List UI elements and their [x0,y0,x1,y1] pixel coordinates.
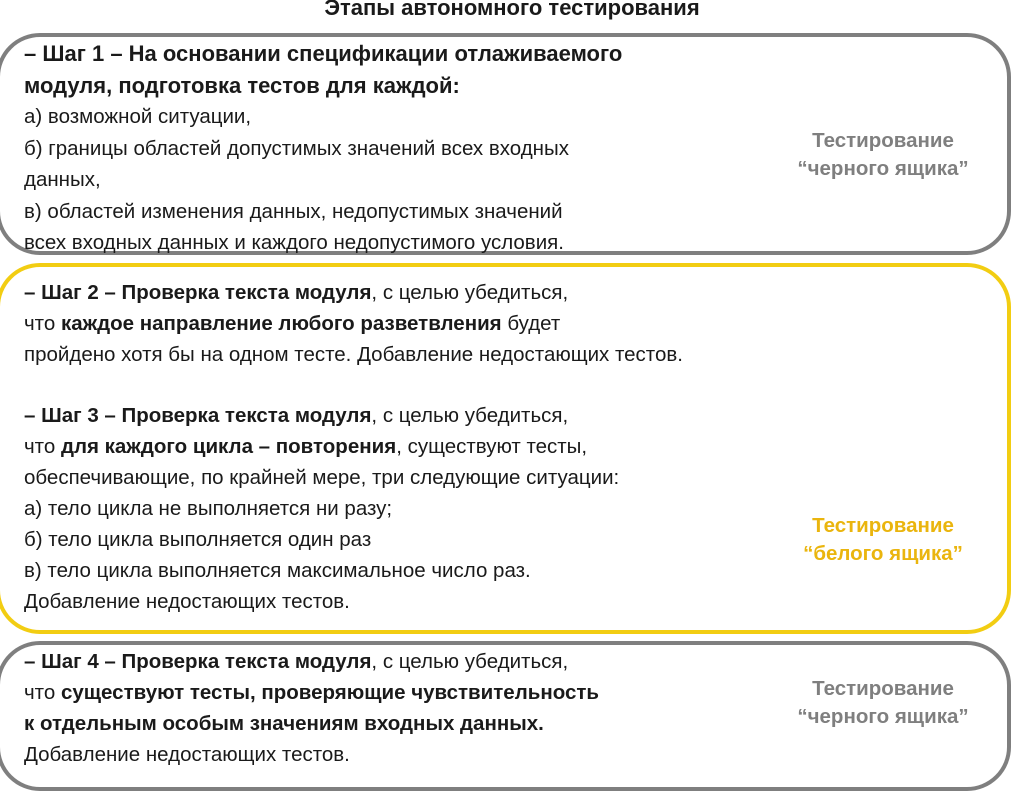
step-3-side-label [768,512,998,568]
step-1-side-label [768,127,998,183]
step-2-line-3: пройдено хотя бы на одном тесте. Добавление недостающих тестов. [24,343,683,366]
step-2-line-2 [24,308,683,339]
step-1-item-c-line-1: в) областей изменения данных, недопустимых значений [24,199,563,223]
step-3-text [24,400,619,617]
side-label-line-1: Тестирование [812,514,954,537]
step-4-line-1 [24,646,599,677]
side-label-line-2: “черного ящика” [797,705,969,728]
step-4-line-1-rest: , с целью убедиться, [371,650,569,673]
step-4-line-4: Добавление недостающих тестов. [24,743,350,766]
slide-title: Этапы автономного тестирования [324,0,700,20]
step-3-line-2-pre: что [24,435,61,458]
step-3-item-b: б) тело цикла выполняется один раз [24,528,372,551]
step-3-line-3: обеспечивающие, по крайней мере, три следующие ситуации: [24,466,620,489]
step-3-line-2 [24,431,619,462]
step-4-line-2 [24,677,599,708]
side-label-line-2: “белого ящика” [803,542,963,565]
step-3-item-a: а) тело цикла не выполняется ни разу; [24,497,393,520]
step-2-line-2-rest: будет [501,312,561,335]
step-2-text [24,277,683,370]
step-2-line-1-rest: , с целью убедиться, [371,281,569,304]
step-1-text [24,38,622,259]
step-4-heading: – Шаг 4 – Проверка текста модуля [24,650,372,673]
step-1-item-b-line-2: данных, [24,168,101,191]
step-4-line-3: к отдельным особым значениям входных данных. [24,712,544,735]
side-label-line-1: Тестирование [812,129,954,152]
step-3-line-2-rest: , существуют тесты, [396,435,588,458]
step-2-line-2-pre: что [24,312,61,335]
step-1-item-b-line-1: б) границы областей допустимых значений всех входных [24,136,569,160]
step-2-line-1 [24,277,683,308]
step-3-heading: – Шаг 3 – Проверка текста модуля [24,404,372,427]
step-3-line-last: Добавление недостающих тестов. [24,590,350,613]
step-2-heading: – Шаг 2 – Проверка текста модуля [24,281,372,304]
step-3-line-1-rest: , с целью убедиться, [371,404,569,427]
step-1-heading-line-2: модуля, подготовка тестов для каждой: [24,72,460,98]
step-3-line-1 [24,400,619,431]
step-4-line-2-pre: что [24,681,61,704]
step-4-side-label [768,675,998,731]
step-2-line-2-bold: каждое направление любого разветвления [60,312,502,335]
step-1-item-a: а) возможной ситуации, [24,105,252,128]
step-3-line-2-bold: для каждого цикла – повторения [60,435,397,458]
side-label-line-2: “черного ящика” [797,157,969,180]
step-4-line-2-bold: существуют тесты, проверяющие чувствительность [60,681,600,704]
step-3-item-c: в) тело цикла выполняется максимальное число раз. [24,559,531,582]
step-4-text [24,646,599,770]
step-1-heading-line-1: – Шаг 1 – На основании спецификации отлаживаемого [24,41,623,66]
step-1-item-c-line-2: всех входных данных и каждого недопустимого условия. [24,231,564,254]
side-label-line-1: Тестирование [812,677,954,700]
